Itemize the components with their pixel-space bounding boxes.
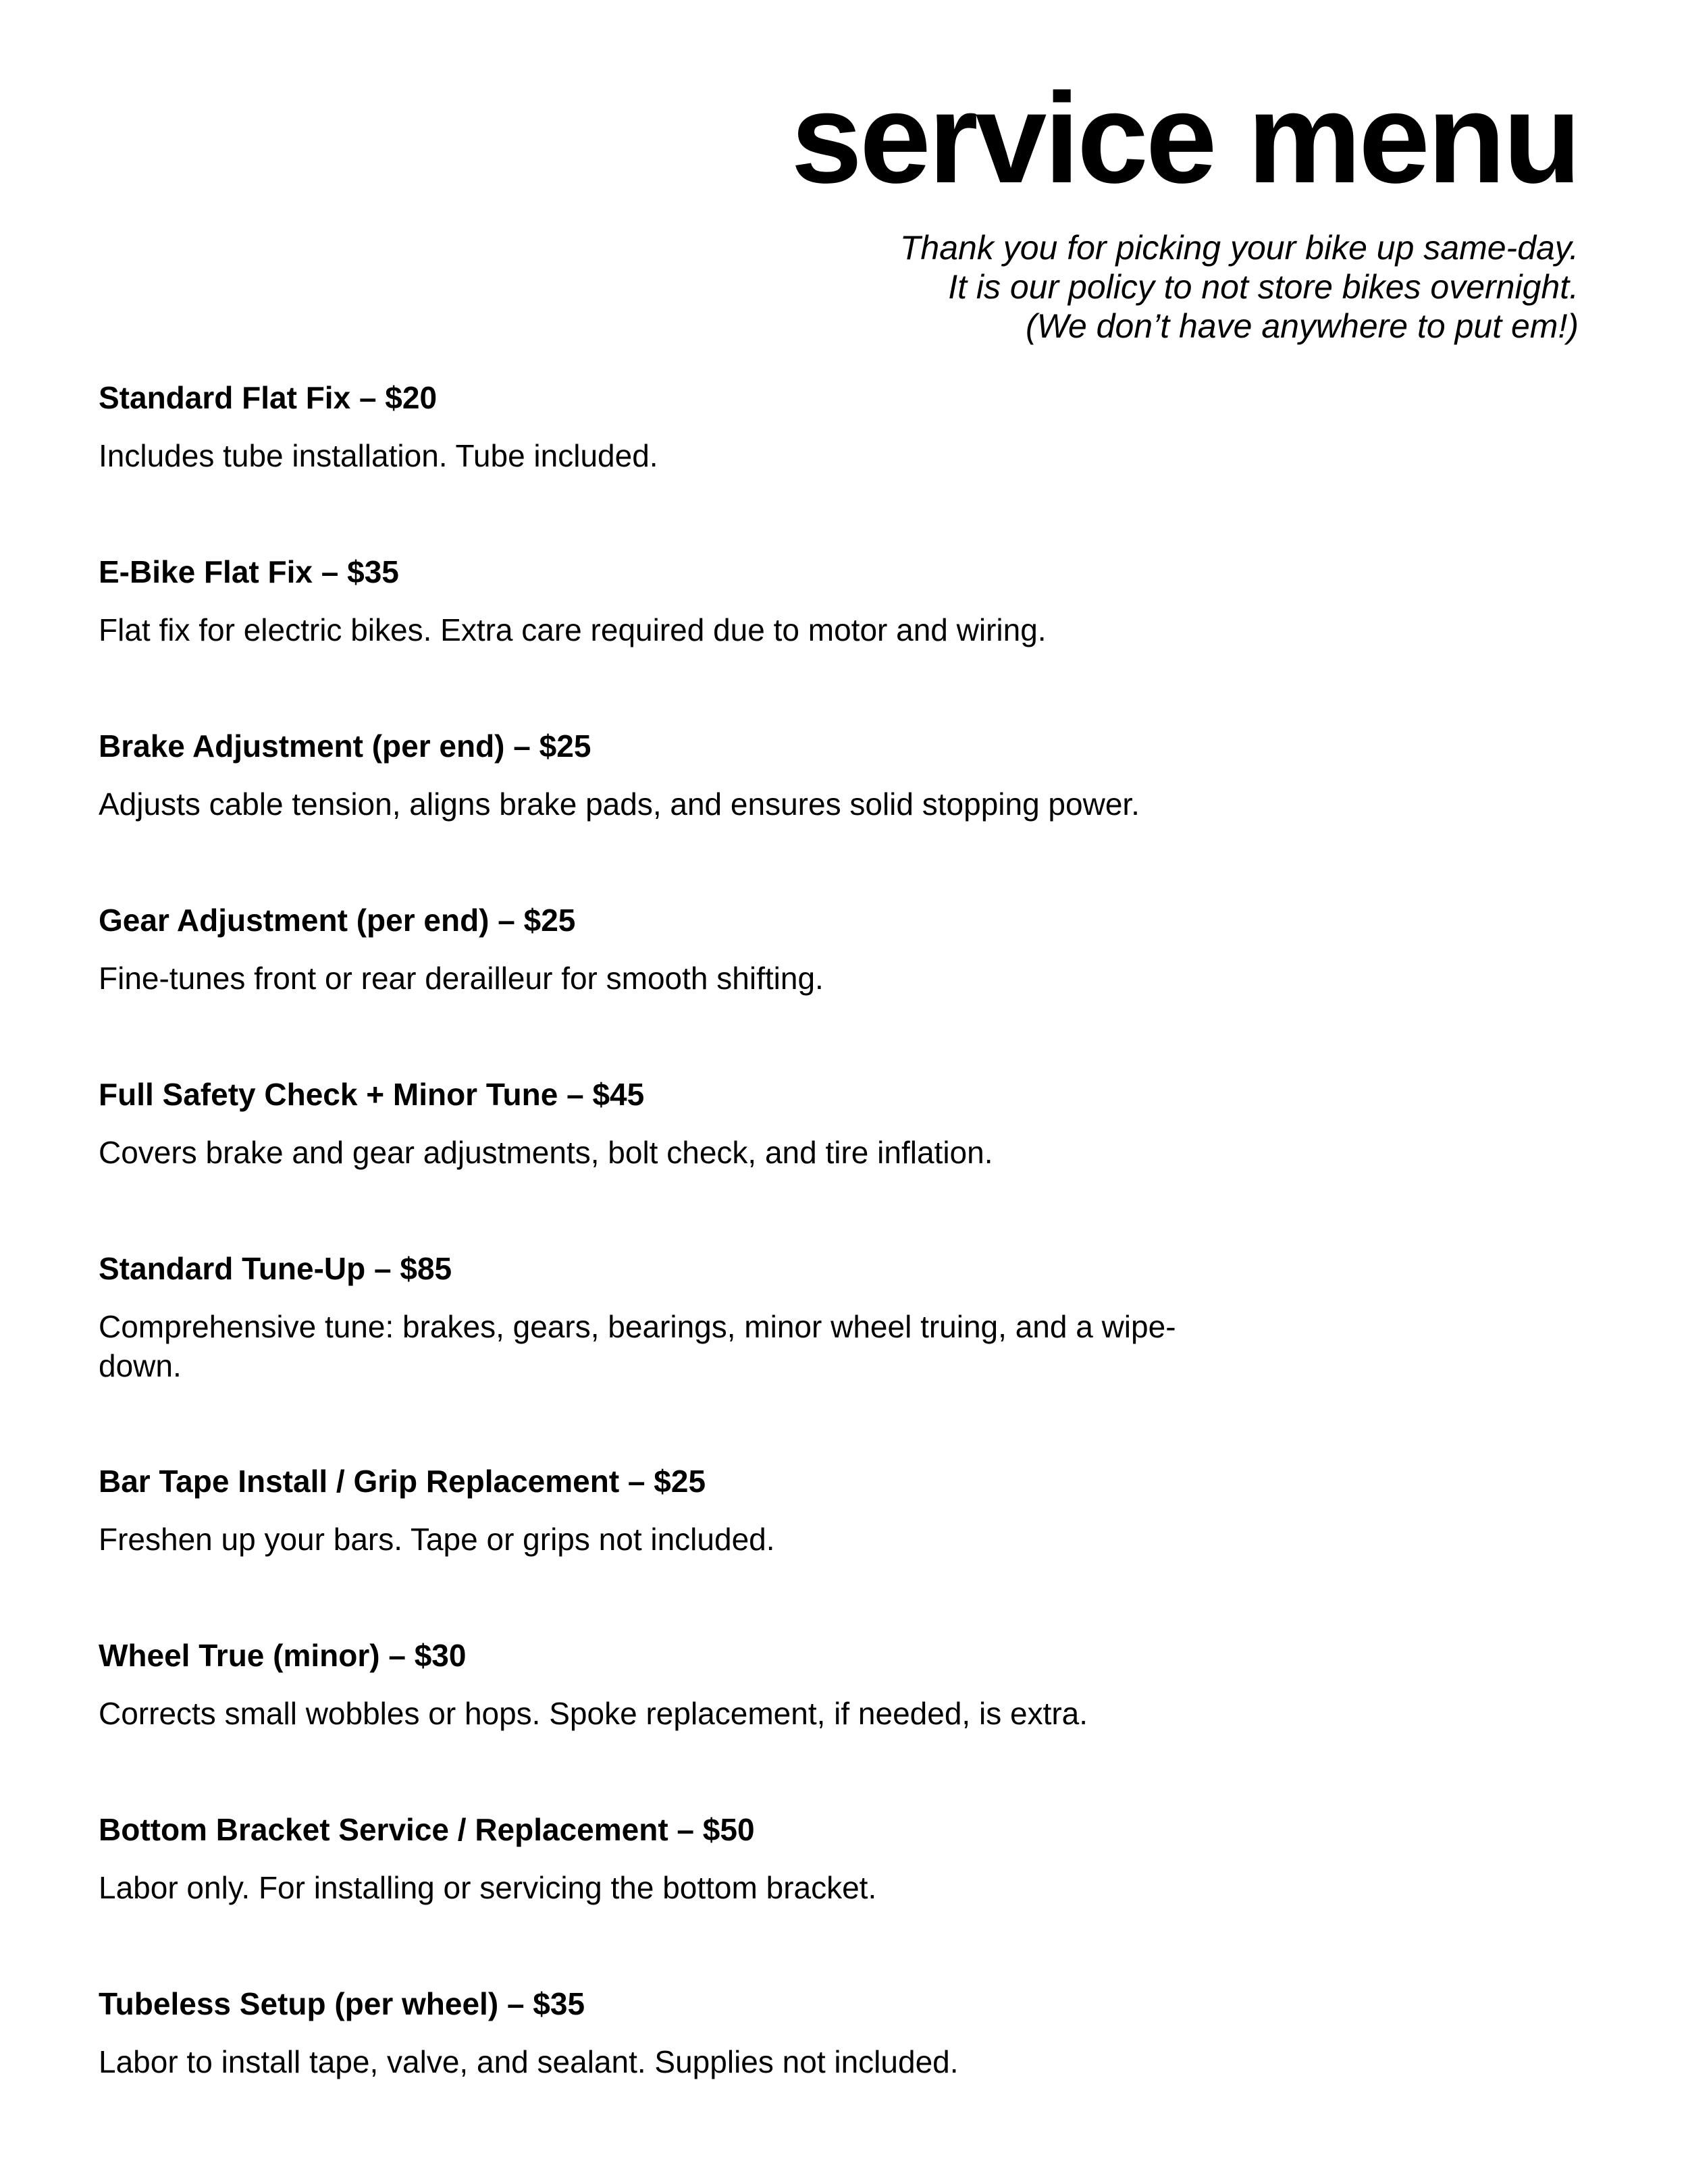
service-heading: Standard Tune-Up – $85 xyxy=(99,1251,452,1286)
service-description: Freshen up your bars. Tape or grips not included. xyxy=(99,1522,775,1557)
page-header xyxy=(791,0,1579,346)
service-description: Adjusts cable tension, aligns brake pads, and ensures solid stopping power. xyxy=(99,787,1140,822)
service-description: Fine-tunes front or rear derailleur for smooth shifting. xyxy=(99,961,824,996)
service-item xyxy=(99,1462,1246,1636)
service-heading: Wheel True (minor) – $30 xyxy=(99,1638,467,1673)
service-heading: Brake Adjustment (per end) – $25 xyxy=(99,728,591,764)
service-description: Labor to install tape, valve, and sealant. Supplies not included. xyxy=(99,2044,959,2079)
service-heading: Full Safety Check + Minor Tune – $45 xyxy=(99,1077,645,1112)
service-heading: Standard Flat Fix – $20 xyxy=(99,380,438,415)
service-item xyxy=(99,1984,1246,2158)
policy-note-line: Thank you for picking your bike up same-day. xyxy=(899,229,1579,267)
service-item xyxy=(99,726,1246,901)
service-item xyxy=(99,1249,1246,1462)
policy-note-line: (We don’t have anywhere to put em!) xyxy=(1026,307,1579,345)
service-item xyxy=(99,1075,1246,1249)
service-list xyxy=(99,378,1246,2158)
policy-note-line: It is our policy to not store bikes overnight. xyxy=(948,268,1579,306)
service-heading: Tubeless Setup (per wheel) – $35 xyxy=(99,1986,585,2021)
service-item xyxy=(99,378,1246,552)
service-description: Covers brake and gear adjustments, bolt check, and tire inflation. xyxy=(99,1135,993,1170)
service-item xyxy=(99,901,1246,1075)
service-description: Comprehensive tune: brakes, gears, bearings, minor wheel truing, and a wipe-down. xyxy=(99,1309,1176,1383)
service-heading: Gear Adjustment (per end) – $25 xyxy=(99,903,576,938)
policy-note xyxy=(791,228,1579,346)
service-item xyxy=(99,552,1246,726)
service-description: Includes tube installation. Tube included. xyxy=(99,438,658,473)
service-heading: Bottom Bracket Service / Replacement – $50 xyxy=(99,1812,755,1847)
service-heading: Bar Tape Install / Grip Replacement – $25 xyxy=(99,1464,706,1499)
service-item xyxy=(99,1810,1246,1984)
page-title: service menu xyxy=(791,67,1579,210)
service-description: Labor only. For installing or servicing the bottom bracket. xyxy=(99,1870,877,1905)
service-description: Corrects small wobbles or hops. Spoke replacement, if needed, is extra. xyxy=(99,1696,1088,1731)
service-heading: E-Bike Flat Fix – $35 xyxy=(99,554,399,589)
service-item xyxy=(99,1636,1246,1810)
service-description: Flat fix for electric bikes. Extra care required due to motor and wiring. xyxy=(99,612,1047,647)
